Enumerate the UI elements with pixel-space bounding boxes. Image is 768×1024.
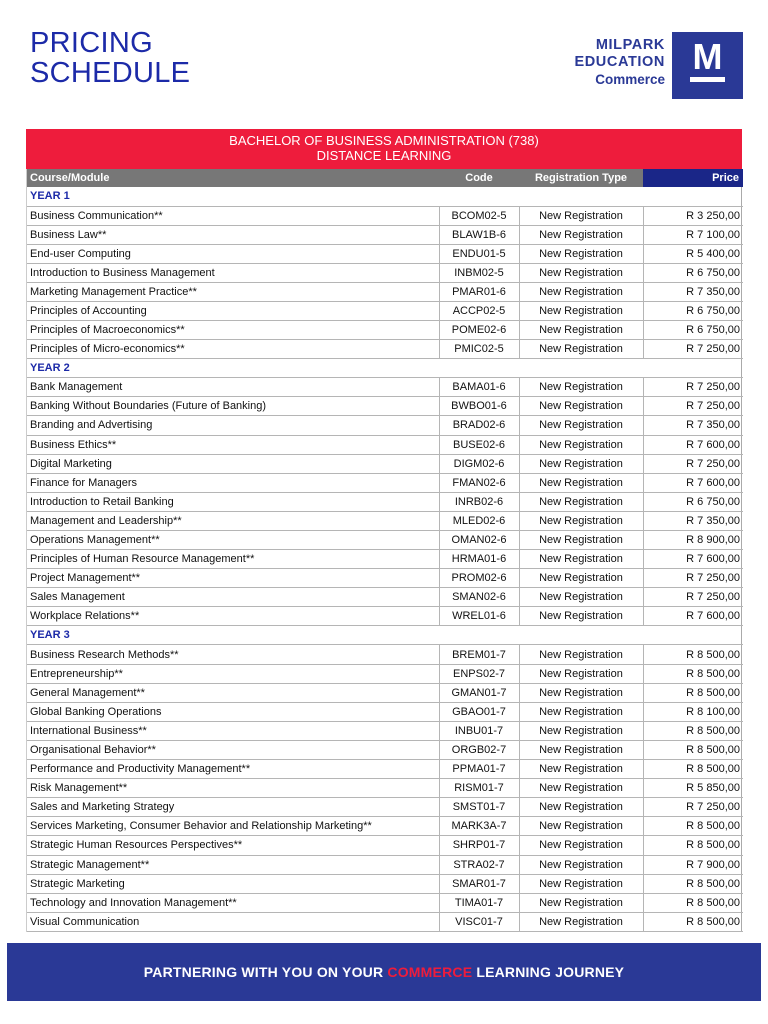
course-price: R 8 900,00: [643, 531, 743, 550]
course-name: International Business**: [27, 721, 439, 740]
registration-type: New Registration: [519, 454, 643, 473]
registration-type: New Registration: [519, 263, 643, 282]
table-row: [27, 836, 743, 855]
course-code: SMST01-7: [439, 798, 519, 817]
registration-type: New Registration: [519, 779, 643, 798]
registration-type: New Registration: [519, 244, 643, 263]
footer-text-part1: PARTNERING WITH YOU ON YOUR: [143, 964, 388, 980]
table-row: [27, 225, 743, 244]
course-code: OMAN02-6: [439, 531, 519, 550]
course-name: Principles of Human Resource Management**: [27, 550, 439, 569]
course-price: R 7 250,00: [643, 798, 743, 817]
table-row: [27, 607, 743, 626]
registration-type: New Registration: [519, 912, 643, 931]
registration-type: New Registration: [519, 645, 643, 664]
course-code: HRMA01-6: [439, 550, 519, 569]
course-name: Sales and Marketing Strategy: [27, 798, 439, 817]
table-row: [27, 912, 743, 931]
course-name: Visual Communication: [27, 912, 439, 931]
course-name: Strategic Management**: [27, 855, 439, 874]
registration-type: New Registration: [519, 321, 643, 340]
course-price: R 8 500,00: [643, 664, 743, 683]
table-row: [27, 855, 743, 874]
course-price: R 6 750,00: [643, 301, 743, 320]
table-row: [27, 473, 743, 492]
year-label: YEAR 2: [27, 359, 743, 378]
course-price: R 8 500,00: [643, 874, 743, 893]
course-code: INRB02-6: [439, 492, 519, 511]
year-label: YEAR 1: [27, 187, 743, 206]
registration-type: New Registration: [519, 817, 643, 836]
course-name: Workplace Relations**: [27, 607, 439, 626]
table-row: [27, 645, 743, 664]
course-name: Project Management**: [27, 569, 439, 588]
course-price: R 8 500,00: [643, 740, 743, 759]
table-body: [27, 187, 743, 931]
page-title-line2: SCHEDULE: [30, 57, 191, 89]
column-header-registration-type: Registration Type: [519, 169, 643, 187]
registration-type: New Registration: [519, 301, 643, 320]
table-row: [27, 416, 743, 435]
course-price: R 5 400,00: [643, 244, 743, 263]
course-price: R 7 600,00: [643, 473, 743, 492]
course-price: R 7 350,00: [643, 511, 743, 530]
registration-type: New Registration: [519, 588, 643, 607]
course-price: R 7 250,00: [643, 454, 743, 473]
course-name: Performance and Productivity Management**: [27, 760, 439, 779]
table-row: [27, 664, 743, 683]
course-price: R 7 900,00: [643, 855, 743, 874]
course-name: Global Banking Operations: [27, 702, 439, 721]
course-code: BLAW1B-6: [439, 225, 519, 244]
course-code: BAMA01-6: [439, 378, 519, 397]
course-name: General Management**: [27, 683, 439, 702]
course-code: ENDU01-5: [439, 244, 519, 263]
page-title: [30, 28, 190, 88]
table-row: [27, 874, 743, 893]
course-name: Introduction to Retail Banking: [27, 492, 439, 511]
course-code: SMAR01-7: [439, 874, 519, 893]
logo-line2: EDUCATION: [574, 54, 665, 70]
table-row: [27, 702, 743, 721]
course-code: PMAR01-6: [439, 282, 519, 301]
course-name: Business Research Methods**: [27, 645, 439, 664]
course-code: BREM01-7: [439, 645, 519, 664]
registration-type: New Registration: [519, 340, 643, 359]
course-name: Sales Management: [27, 588, 439, 607]
course-code: INBM02-5: [439, 263, 519, 282]
course-name: Business Communication**: [27, 206, 439, 225]
registration-type: New Registration: [519, 473, 643, 492]
registration-type: New Registration: [519, 492, 643, 511]
table-row: [27, 893, 743, 912]
course-name: Principles of Macroeconomics**: [27, 321, 439, 340]
registration-type: New Registration: [519, 836, 643, 855]
course-code: BCOM02-5: [439, 206, 519, 225]
course-code: PROM02-6: [439, 569, 519, 588]
course-code: TIMA01-7: [439, 893, 519, 912]
registration-type: New Registration: [519, 760, 643, 779]
program-banner: [26, 129, 742, 169]
table-row: [27, 798, 743, 817]
course-code: PPMA01-7: [439, 760, 519, 779]
page-title-line1: PRICING: [30, 27, 153, 59]
course-price: R 7 600,00: [643, 550, 743, 569]
program-name: BACHELOR OF BUSINESS ADMINISTRATION (738): [229, 133, 539, 148]
table-row: [27, 817, 743, 836]
course-price: R 3 250,00: [643, 206, 743, 225]
course-code: SMAN02-6: [439, 588, 519, 607]
registration-type: New Registration: [519, 416, 643, 435]
course-name: Risk Management**: [27, 779, 439, 798]
course-price: R 8 100,00: [643, 702, 743, 721]
course-name: Principles of Accounting: [27, 301, 439, 320]
table-row: [27, 569, 743, 588]
year-section-row: [27, 626, 743, 645]
course-price: R 8 500,00: [643, 893, 743, 912]
table-row: [27, 397, 743, 416]
course-code: ENPS02-7: [439, 664, 519, 683]
course-price: R 6 750,00: [643, 321, 743, 340]
registration-type: New Registration: [519, 225, 643, 244]
course-code: ACCP02-5: [439, 301, 519, 320]
course-code: PMIC02-5: [439, 340, 519, 359]
year-section-row: [27, 359, 743, 378]
course-price: R 7 250,00: [643, 340, 743, 359]
registration-type: New Registration: [519, 702, 643, 721]
registration-type: New Registration: [519, 531, 643, 550]
logo-line1: MILPARK: [595, 37, 665, 53]
registration-type: New Registration: [519, 607, 643, 626]
course-price: R 8 500,00: [643, 683, 743, 702]
course-price: R 7 600,00: [643, 607, 743, 626]
registration-type: New Registration: [519, 874, 643, 893]
course-name: Operations Management**: [27, 531, 439, 550]
table-row: [27, 531, 743, 550]
table-row: [27, 588, 743, 607]
course-name: Branding and Advertising: [27, 416, 439, 435]
logo-mark-icon: M: [672, 32, 743, 99]
registration-type: New Registration: [519, 721, 643, 740]
registration-type: New Registration: [519, 378, 643, 397]
table-row: [27, 740, 743, 759]
column-header-course: Course/Module: [27, 169, 439, 187]
course-code: DIGM02-6: [439, 454, 519, 473]
course-price: R 8 500,00: [643, 836, 743, 855]
footer-text-part2: LEARNING JOURNEY: [472, 964, 625, 980]
registration-type: New Registration: [519, 569, 643, 588]
course-name: Principles of Micro-economics**: [27, 340, 439, 359]
registration-type: New Registration: [519, 664, 643, 683]
registration-type: New Registration: [519, 798, 643, 817]
course-price: R 8 500,00: [643, 760, 743, 779]
table-row: [27, 454, 743, 473]
year-section-row: [27, 187, 743, 206]
registration-type: New Registration: [519, 855, 643, 874]
course-name: Bank Management: [27, 378, 439, 397]
table-row: [27, 263, 743, 282]
table-header-row: [27, 169, 743, 187]
milpark-logo: [574, 32, 743, 99]
course-price: R 7 250,00: [643, 569, 743, 588]
table-row: [27, 321, 743, 340]
course-code: SHRP01-7: [439, 836, 519, 855]
table-row: [27, 435, 743, 454]
course-price: R 8 500,00: [643, 645, 743, 664]
course-code: INBU01-7: [439, 721, 519, 740]
course-code: WREL01-6: [439, 607, 519, 626]
logo-wordmark: [574, 37, 665, 88]
course-code: POME02-6: [439, 321, 519, 340]
logo-line3: Commerce: [595, 72, 665, 87]
registration-type: New Registration: [519, 206, 643, 225]
course-code: FMAN02-6: [439, 473, 519, 492]
pricing-table: [27, 169, 743, 932]
registration-type: New Registration: [519, 893, 643, 912]
registration-type: New Registration: [519, 683, 643, 702]
course-price: R 7 250,00: [643, 397, 743, 416]
course-price: R 7 350,00: [643, 416, 743, 435]
course-price: R 7 250,00: [643, 378, 743, 397]
course-name: Organisational Behavior**: [27, 740, 439, 759]
course-price: R 8 500,00: [643, 817, 743, 836]
registration-type: New Registration: [519, 550, 643, 569]
course-name: Introduction to Business Management: [27, 263, 439, 282]
table-row: [27, 760, 743, 779]
table-row: [27, 683, 743, 702]
course-name: Management and Leadership**: [27, 511, 439, 530]
table-row: [27, 301, 743, 320]
table-row: [27, 282, 743, 301]
table-row: [27, 550, 743, 569]
column-header-code: Code: [439, 169, 519, 187]
course-code: BUSE02-6: [439, 435, 519, 454]
course-code: GBAO01-7: [439, 702, 519, 721]
footer-text-accent: COMMERCE: [387, 964, 473, 980]
course-name: Finance for Managers: [27, 473, 439, 492]
course-name: Strategic Human Resources Perspectives**: [27, 836, 439, 855]
course-code: GMAN01-7: [439, 683, 519, 702]
registration-type: New Registration: [519, 282, 643, 301]
course-price: R 7 350,00: [643, 282, 743, 301]
course-code: MARK3A-7: [439, 817, 519, 836]
table-row: [27, 378, 743, 397]
course-code: VISC01-7: [439, 912, 519, 931]
course-name: Business Ethics**: [27, 435, 439, 454]
course-price: R 8 500,00: [643, 721, 743, 740]
course-price: R 5 850,00: [643, 779, 743, 798]
course-name: Services Marketing, Consumer Behavior and Relationship Marketing**: [27, 817, 439, 836]
column-header-price: Price: [643, 169, 743, 187]
table-row: [27, 244, 743, 263]
course-code: STRA02-7: [439, 855, 519, 874]
footer-banner: [7, 943, 761, 1001]
course-code: MLED02-6: [439, 511, 519, 530]
table-row: [27, 206, 743, 225]
registration-type: New Registration: [519, 435, 643, 454]
course-price: R 6 750,00: [643, 263, 743, 282]
table-row: [27, 511, 743, 530]
course-code: BRAD02-6: [439, 416, 519, 435]
course-name: Digital Marketing: [27, 454, 439, 473]
pricing-table-container: [26, 169, 742, 932]
program-mode: DISTANCE LEARNING: [316, 148, 452, 163]
year-label: YEAR 3: [27, 626, 743, 645]
registration-type: New Registration: [519, 397, 643, 416]
course-price: R 7 600,00: [643, 435, 743, 454]
course-name: Technology and Innovation Management**: [27, 893, 439, 912]
course-price: R 8 500,00: [643, 912, 743, 931]
course-price: R 7 100,00: [643, 225, 743, 244]
table-row: [27, 492, 743, 511]
course-code: BWBO01-6: [439, 397, 519, 416]
course-price: R 7 250,00: [643, 588, 743, 607]
course-name: Business Law**: [27, 225, 439, 244]
table-row: [27, 340, 743, 359]
registration-type: New Registration: [519, 511, 643, 530]
table-row: [27, 721, 743, 740]
table-row: [27, 779, 743, 798]
course-price: R 6 750,00: [643, 492, 743, 511]
course-code: RISM01-7: [439, 779, 519, 798]
course-name: Marketing Management Practice**: [27, 282, 439, 301]
course-name: Banking Without Boundaries (Future of Banking): [27, 397, 439, 416]
registration-type: New Registration: [519, 740, 643, 759]
course-name: End-user Computing: [27, 244, 439, 263]
course-code: ORGB02-7: [439, 740, 519, 759]
course-name: Strategic Marketing: [27, 874, 439, 893]
course-name: Entrepreneurship**: [27, 664, 439, 683]
